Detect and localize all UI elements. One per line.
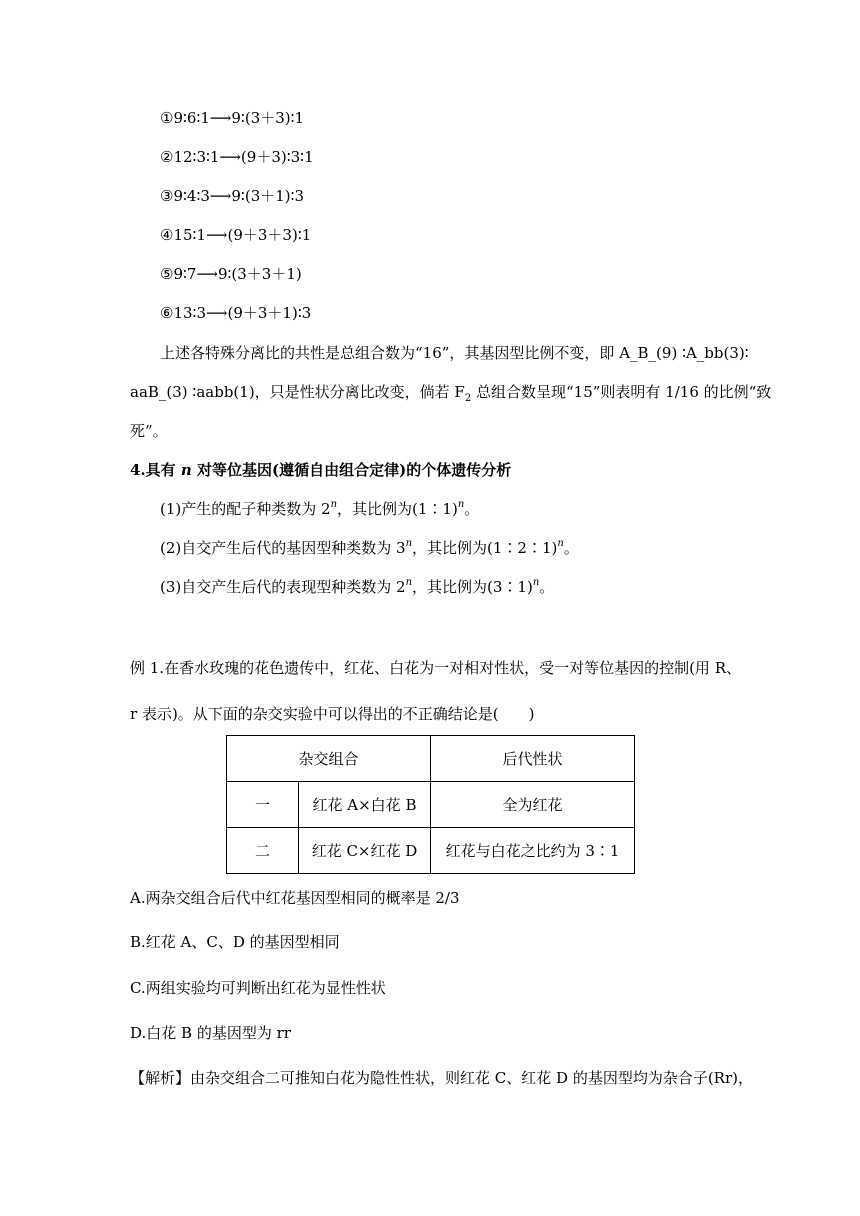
item-1-exp-1: n — [330, 499, 338, 510]
option-a: A.两杂交组合后代中红花基因型相同的概率是 2/3 — [130, 889, 460, 907]
item-3-text-a: (3)自交产生后代的表现型种类数为 2 — [160, 578, 406, 596]
table-header-row — [227, 736, 635, 782]
section-4-title-b: 对等位基因(遵循自由组合定律)的个体遗传分析 — [191, 461, 512, 479]
analysis-label: 【解析】 — [130, 1069, 191, 1087]
analysis-text: 由杂交组合二可推知白花为隐性性状，则红花 C、红花 D 的基因型均为杂合子(Rr)， — [190, 1069, 753, 1087]
example-question-line-2: r 表示)。从下面的杂交实验中可以得出的不正确结论是( ) — [130, 705, 535, 723]
item-3-text-b: ，其比例为(3∶1) — [412, 578, 533, 596]
header-combo: 杂交组合 — [227, 736, 431, 782]
ratio-line-4: ④15∶1⟶(9＋3＋3)∶1 — [160, 226, 312, 244]
section-4-item-2 — [160, 538, 579, 558]
f2-subscript: 2 — [464, 393, 472, 404]
row-number: 二 — [227, 828, 299, 874]
section-4-heading — [130, 460, 511, 480]
section-4-title-a: 4.具有 — [130, 461, 181, 479]
item-2-text-c: 。 — [563, 539, 579, 557]
summary-line-2 — [130, 382, 771, 402]
item-3-text-c: 。 — [539, 578, 555, 596]
item-1-text-b: ，其比例为(1∶1) — [337, 500, 458, 518]
item-3-exp-2: n — [532, 577, 540, 588]
item-2-exp-1: n — [405, 538, 413, 549]
item-1-text-a: (1)产生的配子种类数为 2 — [160, 500, 331, 518]
ratio-line-2: ②12∶3∶1⟶(9＋3)∶3∶1 — [160, 148, 314, 166]
item-3-exp-1: n — [405, 577, 413, 588]
section-4-item-1 — [160, 499, 479, 519]
row-cross: 红花 C×红花 D — [299, 828, 431, 874]
item-1-text-c: 。 — [464, 500, 480, 518]
item-2-exp-2: n — [557, 538, 564, 549]
item-2-text-b: ，其比例为(1∶2∶1) — [412, 539, 558, 557]
section-4-title-n: n — [180, 461, 192, 479]
cross-table — [226, 735, 635, 874]
ratio-line-1: ①9∶6∶1⟶9∶(3＋3)∶1 — [160, 109, 305, 127]
option-b: B.红花 A、C、D 的基因型相同 — [130, 933, 340, 951]
row-result: 全为红花 — [431, 782, 635, 828]
summary-line-2-b: 总组合数呈现“15”则表明有 1/16 的比例“致 — [471, 383, 772, 401]
example-question-line-1: 例 1.在香水玫瑰的花色遗传中，红花、白花为一对相对性状，受一对等位基因的控制(用 R、 — [130, 659, 741, 677]
ratio-line-5: ⑤9∶7⟶9∶(3＋3＋1) — [160, 265, 302, 283]
row-number: 一 — [227, 782, 299, 828]
option-d: D.白花 B 的基因型为 rr — [130, 1024, 291, 1042]
summary-line-3: 死”。 — [130, 422, 168, 440]
summary-line-2-a: aaB_(3) ∶aabb(1)，只是性状分离比改变，倘若 F — [130, 383, 465, 401]
ratio-line-3: ③9∶4∶3⟶9∶(3＋1)∶3 — [160, 187, 305, 205]
option-c: C.两组实验均可判断出红花为显性性状 — [130, 979, 386, 997]
item-2-text-a: (2)自交产生后代的基因型种类数为 3 — [160, 539, 406, 557]
table-row — [227, 782, 635, 828]
section-4-item-3 — [160, 577, 554, 597]
summary-line-1: 上述各特殊分离比的共性是总组合数为“16”，其基因型比例不变，即 A_B_(9) ∶A_bb(3)∶ — [160, 344, 749, 362]
table-row — [227, 828, 635, 874]
row-cross: 红花 A×白花 B — [299, 782, 431, 828]
analysis-line — [130, 1068, 753, 1088]
item-1-exp-2: n — [457, 499, 465, 510]
row-result: 红花与白花之比约为 3∶1 — [431, 828, 635, 874]
ratio-line-6: ⑥13∶3⟶(9＋3＋1)∶3 — [160, 304, 312, 322]
header-result: 后代性状 — [431, 736, 635, 782]
